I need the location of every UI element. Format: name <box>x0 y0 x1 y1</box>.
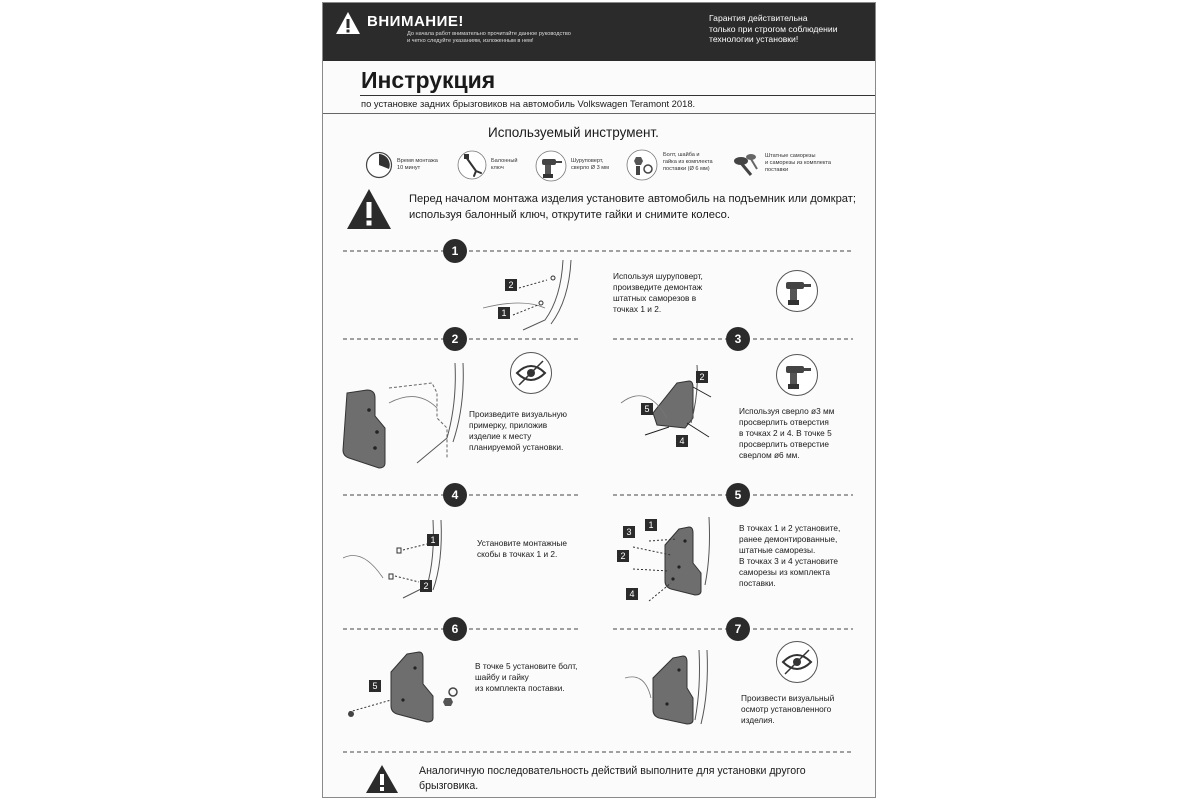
warning-triangle-icon <box>335 11 361 35</box>
step-text-line: саморезы из комплекта <box>739 567 830 577</box>
warning-text-line: и четко следуйте указаниям, изложенным в нем! <box>407 38 534 44</box>
tools-title: Используемый инструмент. <box>488 125 659 140</box>
callout-4: 4 <box>676 435 688 447</box>
step-number-3: 3 <box>726 327 750 351</box>
screws-icon <box>729 151 761 179</box>
title-divider <box>360 95 875 96</box>
page-subtitle: по установке задних брызговиков на автомобиль Volkswagen Teramont 2018. <box>361 98 696 109</box>
tool-label-line: 10 минут <box>397 164 421 171</box>
step-text-line: В точках 3 и 4 установите <box>739 556 839 566</box>
step-divider <box>323 237 875 267</box>
step-text-line: изделие к месту <box>469 431 532 441</box>
step-text-line: точках 1 и 2. <box>613 304 662 314</box>
step-3-illustration <box>617 363 727 453</box>
tool-label-time <box>397 158 438 172</box>
step-text-line: из комплекта поставки. <box>475 683 565 693</box>
bolt-nut-icon <box>626 149 658 181</box>
step-text-line: Используя шуруповерт, <box>613 271 703 281</box>
step-3-text <box>739 406 834 461</box>
eye-inspection-icon <box>775 640 819 684</box>
tool-label-screws <box>765 153 831 173</box>
tool-label-line: поставки (Ø 6 мм) <box>663 165 710 172</box>
warning-triangle-icon <box>365 764 399 794</box>
guarantee-note <box>709 13 869 45</box>
step-text-line: произведите демонтаж <box>613 282 703 292</box>
tool-label-line: Время монтажа <box>397 158 438 164</box>
tool-label-line: и саморезы из комплекта <box>765 159 832 166</box>
warning-banner <box>323 3 875 61</box>
step-5-text <box>739 523 840 589</box>
step-text-line: изделия. <box>741 715 775 725</box>
step-6-illustration <box>345 648 465 728</box>
step-1-text <box>613 271 703 315</box>
callout-1: 1 <box>427 534 439 546</box>
clock-icon <box>365 151 393 179</box>
page-title: Инструкция <box>361 67 496 93</box>
step-divider <box>323 325 875 355</box>
drill-icon <box>775 269 819 313</box>
tool-label-line: гайка из комплекта <box>663 158 713 165</box>
callout-3: 3 <box>623 526 635 538</box>
callout-1: 1 <box>498 307 510 319</box>
callout-2: 2 <box>696 371 708 383</box>
step-4-illustration <box>343 518 453 603</box>
step-number-5: 5 <box>726 483 750 507</box>
step-text-line: скобы в точках 1 и 2. <box>477 549 558 559</box>
step-text-line: просверлить отверстия <box>739 417 829 427</box>
step-number-6: 6 <box>443 617 467 641</box>
step-text-line: штатных саморезов в <box>613 293 697 303</box>
step-text-line: примерку, приложив <box>469 420 548 430</box>
tool-label-wrench <box>491 158 518 172</box>
eye-inspection-icon <box>509 351 553 395</box>
tool-label-line: Болт, шайба и <box>663 152 700 158</box>
tool-label-line: ключ <box>491 164 504 171</box>
final-note: Аналогичную последовательность действий выполните для установки другого брызговика. <box>419 765 806 792</box>
step-text-line: Используя сверло ø3 мм <box>739 406 835 416</box>
tool-label-drill <box>571 158 609 172</box>
drill-icon <box>535 150 567 182</box>
step-text-line: штатные саморезы. <box>739 545 816 555</box>
callout-5: 5 <box>369 680 381 692</box>
step-text-line: шайбу и гайку <box>475 672 529 682</box>
callout-5: 5 <box>641 403 653 415</box>
drill-icon <box>775 353 819 397</box>
step-text-line: Произведите визуальную <box>469 409 568 419</box>
guarantee-line: Гарантия действительна <box>709 13 808 23</box>
step-2-illustration <box>337 358 477 473</box>
tool-label-line: Балонный <box>491 158 518 164</box>
warning-text <box>407 31 577 45</box>
step-2-text <box>469 409 567 453</box>
step-number-2: 2 <box>443 327 467 351</box>
step-text-line: Установите монтажные <box>477 538 567 548</box>
step-text-line: Произвести визуальный <box>741 693 835 703</box>
step-number-4: 4 <box>443 483 467 507</box>
instruction-sheet <box>322 2 876 798</box>
tool-label-bolt <box>663 152 713 172</box>
callout-1: 1 <box>645 519 657 531</box>
step-text-line: поставки. <box>739 578 776 588</box>
tool-label-line: поставки <box>765 166 789 173</box>
step-text-line: осмотр установленного <box>741 704 832 714</box>
step-1-illustration <box>483 258 593 333</box>
step-number-7: 7 <box>726 617 750 641</box>
callout-2: 2 <box>617 550 629 562</box>
tool-label-line: сверло Ø 3 мм <box>571 164 609 171</box>
step-text-line: ранее демонтированные, <box>739 534 838 544</box>
step-number-1: 1 <box>443 239 467 263</box>
step-text-line: просверлить отверстие <box>739 439 830 449</box>
final-divider <box>323 747 875 757</box>
step-text-line: планируемой установки. <box>469 442 564 452</box>
warning-text-line: До начала работ внимательно прочитайте данное руководство <box>407 31 571 37</box>
tool-label-line: Шуруповерт, <box>571 158 604 164</box>
step-text-line: В точках 1 и 2 установите, <box>739 523 841 533</box>
step-7-illustration <box>621 648 731 733</box>
guarantee-line: только при строгом соблюдении <box>709 23 838 34</box>
callout-2: 2 <box>420 580 432 592</box>
wheel-wrench-icon <box>457 149 487 181</box>
step-text-line: В точке 5 установите болт, <box>475 661 578 671</box>
guarantee-line: технологии установки! <box>709 34 799 44</box>
header-divider <box>323 113 875 114</box>
tool-label-line: Штатные саморезы <box>765 153 816 159</box>
step-divider <box>323 481 875 511</box>
precaution-text: Перед началом монтажа изделия установите автомобиль на подъемник или домкрат; используя балонный ключ, открутите гайки и снимите колесо. <box>409 193 856 221</box>
step-6-text <box>475 661 577 694</box>
warning-title: ВНИМАНИЕ! <box>367 13 464 30</box>
step-text-line: сверлом ø6 мм. <box>739 450 800 460</box>
step-7-text <box>741 693 834 726</box>
callout-4: 4 <box>626 588 638 600</box>
step-text-line: в точках 2 и 4. В точке 5 <box>739 428 832 438</box>
warning-triangle-icon <box>345 187 393 231</box>
step-4-text <box>477 538 567 560</box>
callout-2: 2 <box>505 279 517 291</box>
